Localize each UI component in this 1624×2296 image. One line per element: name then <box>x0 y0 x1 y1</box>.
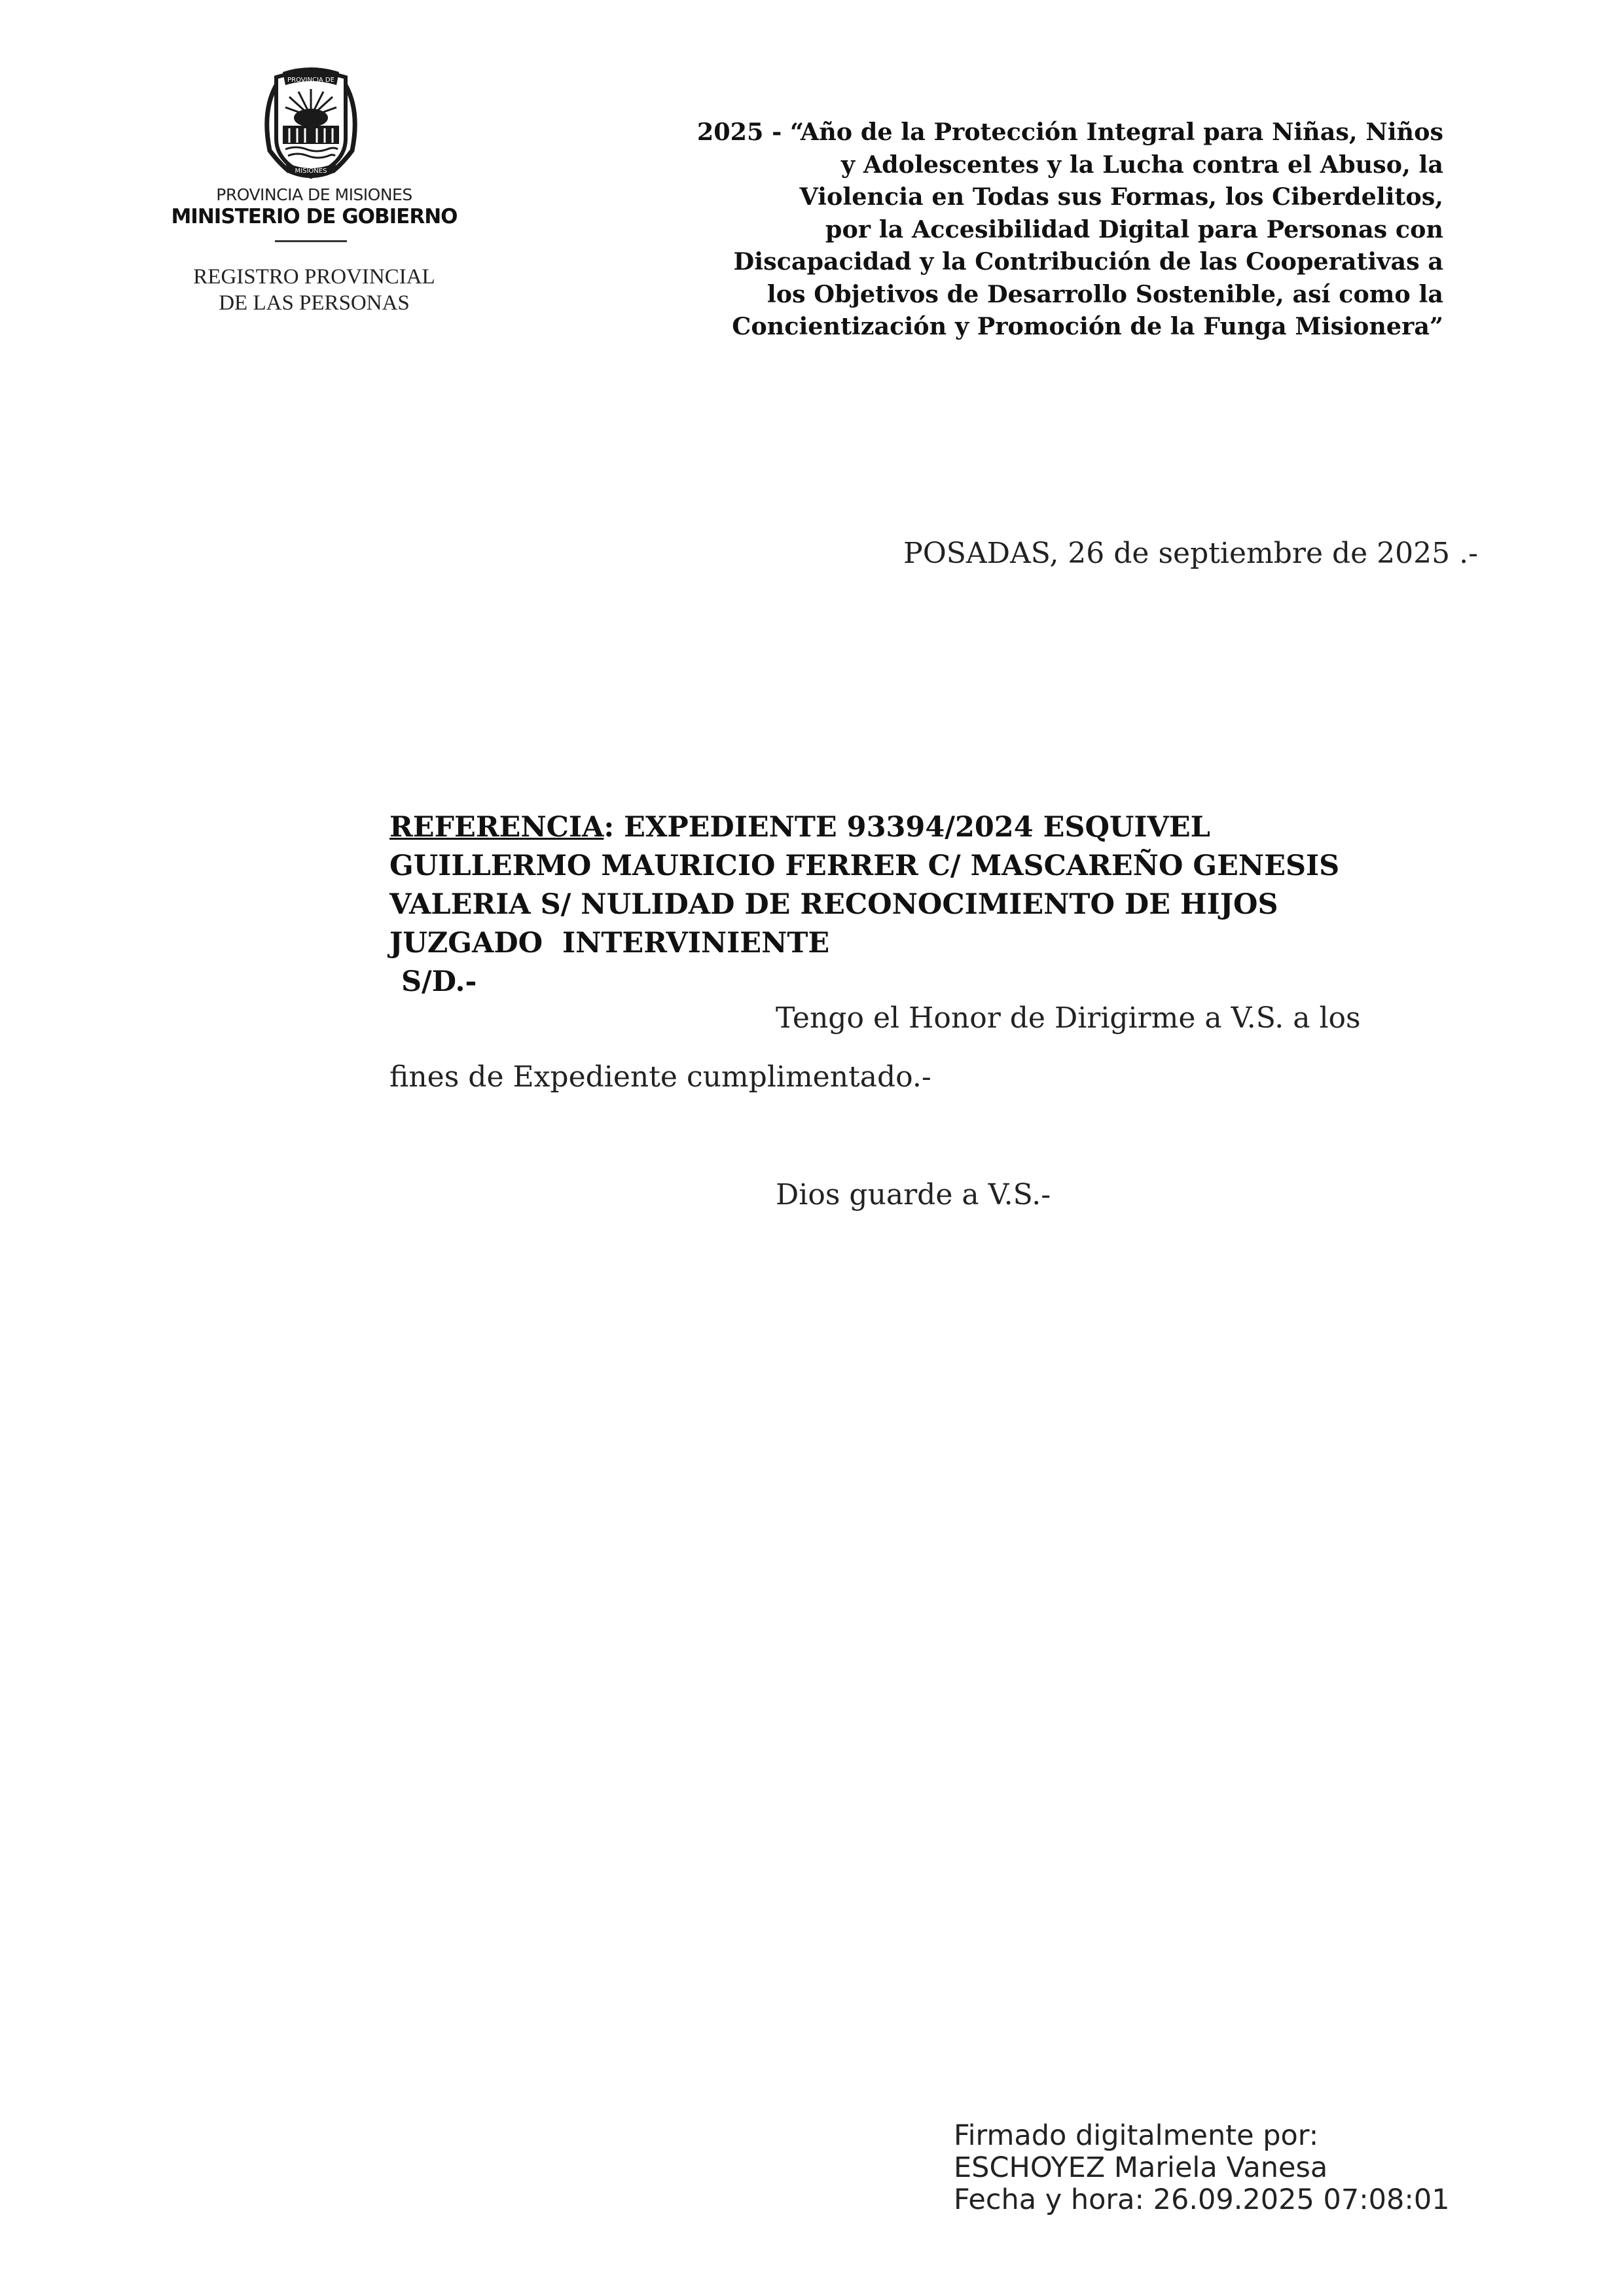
letterhead-divider <box>275 240 347 242</box>
digital-signature <box>954 2120 1450 2216</box>
closing-salutation: Dios guarde a V.S.- <box>776 1178 1051 1211</box>
reference-label: REFERENCIA <box>389 811 604 844</box>
reference-case-number: : EXPEDIENTE 93394/2024 ESQUIVEL <box>604 811 1210 844</box>
reference-line: VALERIA S/ NULIDAD DE RECONOCIMIENTO DE HIJOS <box>389 888 1278 921</box>
reference-line <box>389 808 1502 847</box>
registry-name-line-1: REGISTRO PROVINCIAL <box>193 265 435 289</box>
registry-name-line-2: DE LAS PERSONAS <box>219 291 410 315</box>
seal-bottom-text: MISIONES <box>295 168 327 175</box>
motto-line: los Objetivos de Desarrollo Sostenible, así como la <box>767 279 1443 308</box>
motto-line: Concientización y Promoción de la Funga Misionera” <box>732 312 1443 340</box>
year-motto <box>589 116 1443 343</box>
motto-line: por la Accesibilidad Digital para Personas con <box>825 215 1443 243</box>
seal-top-text: PROVINCIA DE <box>287 77 334 84</box>
ministry-name: MINISTERIO DE GOBIERNO <box>171 205 458 228</box>
reference-sd: S/D.- <box>401 965 477 998</box>
provincial-seal-icon <box>257 65 365 182</box>
signature-caption: Firmado digitalmente por: <box>954 2119 1319 2152</box>
signature-datetime: Fecha y hora: 26.09.2025 07:08:01 <box>954 2183 1450 2216</box>
body-paragraph-line-1: Tengo el Honor de Dirigirme a V.S. a los <box>776 1001 1361 1035</box>
reference-court: JUZGADO INTERVINIENTE <box>389 927 830 960</box>
signer-name: ESCHOYEZ Mariela Vanesa <box>954 2151 1328 2184</box>
motto-line: 2025 - “Año de la Protección Integral para Niñas, Niños <box>696 118 1443 146</box>
motto-line: y Adolescentes y la Lucha contra el Abuso, la <box>840 150 1443 179</box>
date-line: POSADAS, 26 de septiembre de 2025 .- <box>903 537 1478 570</box>
body-paragraph-line-2: fines de Expediente cumplimentado.- <box>389 1060 931 1094</box>
motto-line: Discapacidad y la Contribución de las Cooperativas a <box>733 247 1443 276</box>
motto-line: Violencia en Todas sus Formas, los Ciberdelitos, <box>799 183 1443 211</box>
reference-block <box>389 808 1502 1001</box>
reference-line: GUILLERMO MAURICIO FERRER C/ MASCAREÑO GENESIS <box>389 850 1340 882</box>
province-name: PROVINCIA DE MISIONES <box>216 185 412 204</box>
